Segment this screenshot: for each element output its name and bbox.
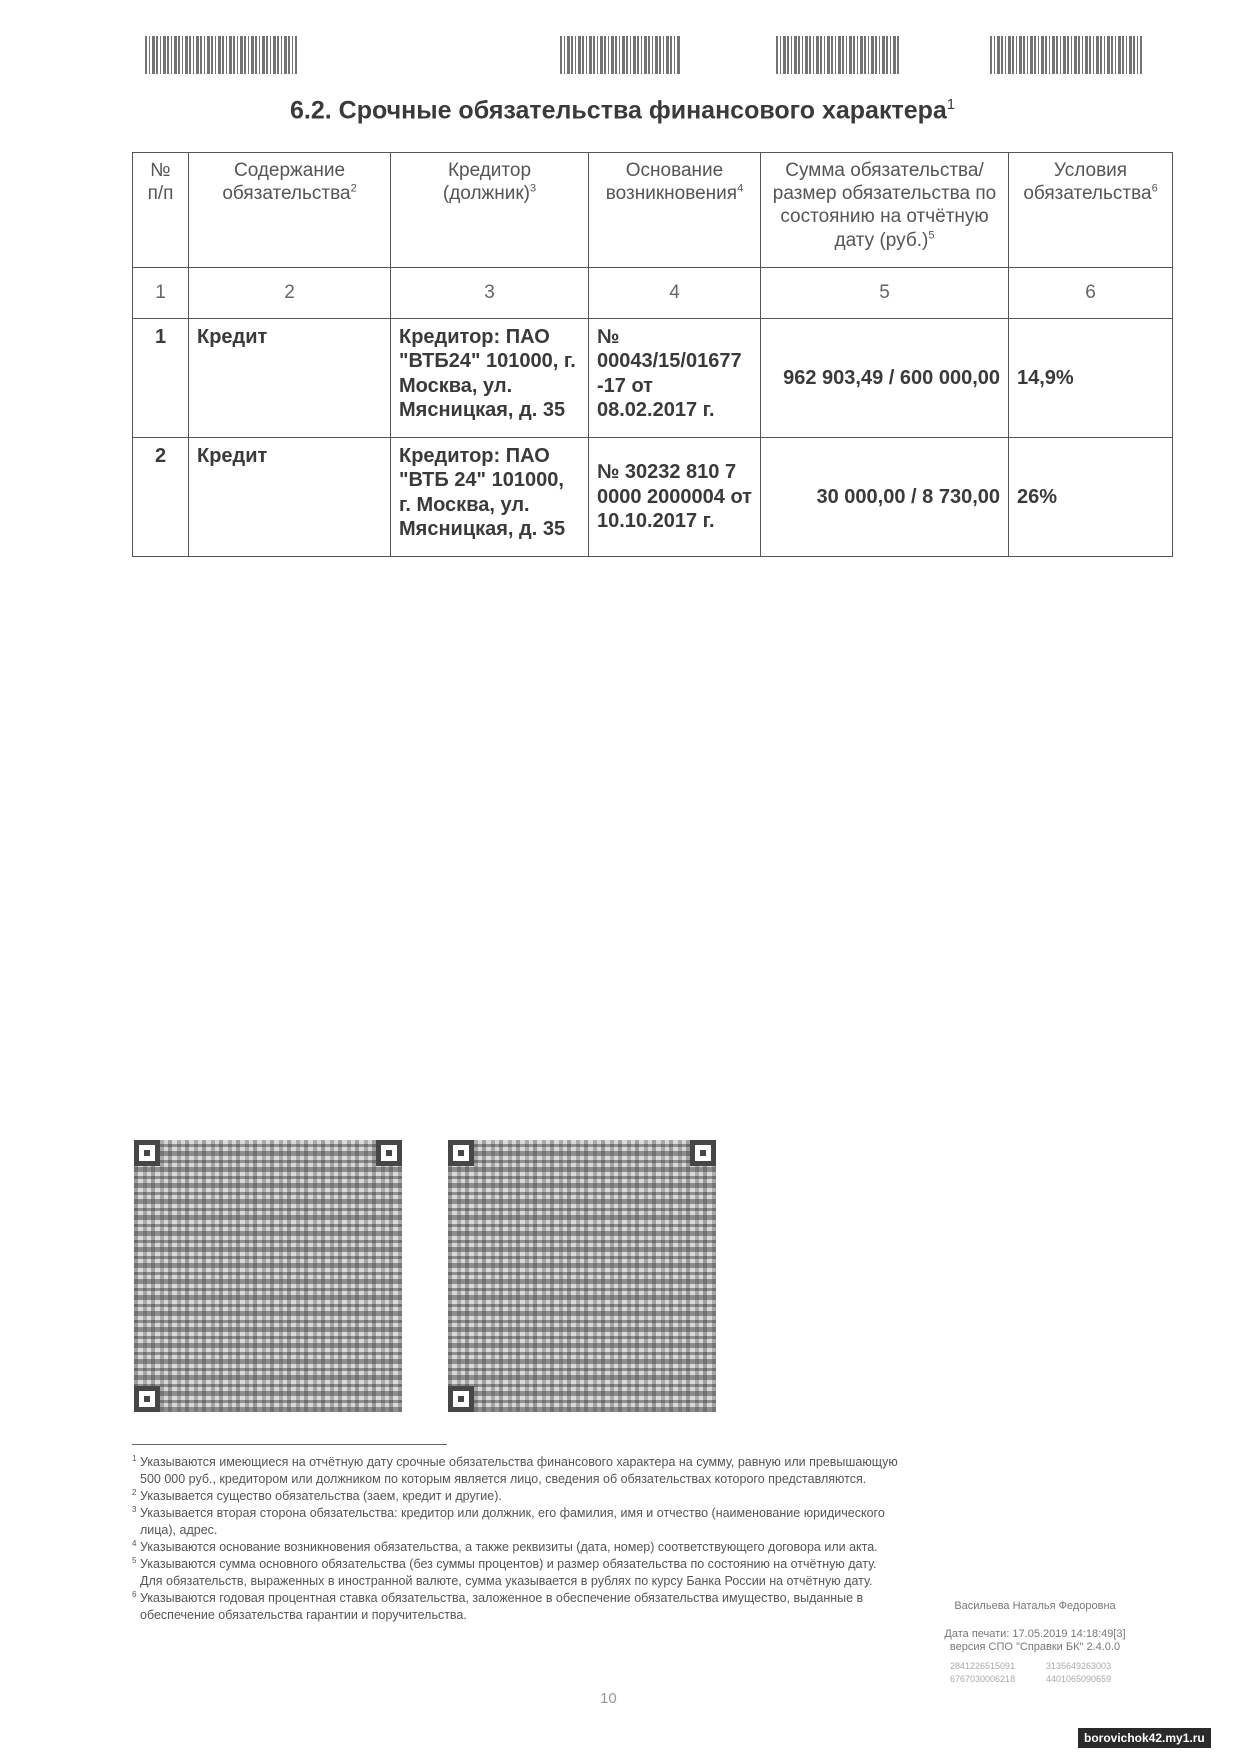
- title-footnote-ref: 1: [946, 96, 956, 113]
- row-number: 2: [133, 438, 189, 557]
- document-code: 6767030006218: [950, 1674, 1016, 1685]
- software-version: версия СПО "Справки БК" 2.4.0.0: [949, 1641, 1121, 1654]
- section-title-text: 6.2. Срочные обязательства финансового характера: [290, 96, 947, 125]
- column-number: 2: [189, 268, 391, 319]
- footnote-divider: [132, 1444, 447, 1445]
- signer-name: Васильева Наталья Федоровна: [954, 1600, 1116, 1612]
- amount-cell: 962 903,49 / 600 000,00: [761, 319, 1009, 438]
- header-cell-amount: Сумма обязательства/ размер обязательства по состоянию на отчётную дату $(руб.)^5$: [761, 153, 1009, 268]
- footnote: $^5$ Указываются сумма основного обязательства (без суммы процентов) и размер обязательства по состоянию на отчётную дату. Для обязательств, выраженных в иностранной валюте, сумма указывается в рублях по курсу Банка России на отчётную дату.: [132, 1555, 877, 1588]
- column-number: 1: [133, 268, 189, 319]
- header-cell-basis: Основание возникновения$^4$: [589, 153, 761, 268]
- header-cell-number: № п/п: [133, 153, 189, 268]
- page-number: 10: [600, 1690, 617, 1707]
- creditor-cell: Кредитор: ПАО "ВТБ24" 101000, г. Москва, ул. Мясницкая, д. 35: [391, 319, 589, 438]
- footnotes: [132, 1454, 902, 1624]
- basis-cell: № 00043/15/01677 -17 от 08.02.2017 г.: [589, 319, 761, 438]
- header-cell-content: Содержание обязательства$^2$: [189, 153, 391, 268]
- footnote: $^1$ Указываются имеющиеся на отчётную дату срочные обязательства финансового характера на сумму, равную или превышающую 500 000 руб., кредитором или должником по которым является лицо, сведения об обязательствах которого представляются.: [132, 1454, 898, 1487]
- qr-finder-pattern: [376, 1140, 402, 1166]
- column-number: 6: [1009, 268, 1173, 319]
- header-cell-creditor: Кредитор (должник)$^3$: [391, 153, 589, 268]
- print-info: [935, 1628, 1135, 1654]
- header-row: [133, 153, 1173, 268]
- basis-cell: № 30232 810 7 0000 2000004 от 10.10.2017 г.: [589, 438, 761, 557]
- footnote: $^3$ Указывается вторая сторона обязательства: кредитор или должник, его фамилия, имя и отчество (наименование юридического лица), адрес.: [132, 1504, 885, 1537]
- document-code: 4401065090659: [1046, 1674, 1112, 1685]
- column-number: 3: [391, 268, 589, 319]
- footnote: $^4$ Указываются основание возникновения обязательства, а также реквизиты (дата, номер) соответствующего договора или акта.: [132, 1538, 878, 1554]
- header-cell-conditions: Условия обязательства$^6$: [1009, 153, 1173, 268]
- obligation-content: Кредит: [189, 319, 391, 438]
- table-row: [133, 319, 1173, 438]
- obligation-content: Кредит: [189, 438, 391, 557]
- column-number: 4: [589, 268, 761, 319]
- creditor-cell: Кредитор: ПАО "ВТБ 24" 101000, г. Москва, ул. Мясницкая, д. 35: [391, 438, 589, 557]
- column-number: 5: [761, 268, 1009, 319]
- qr-finder-pattern: [448, 1386, 474, 1412]
- row-number: 1: [133, 319, 189, 438]
- obligations-table: [132, 152, 1173, 557]
- qr-code: [448, 1140, 716, 1412]
- amount-cell: 30 000,00 / 8 730,00: [761, 438, 1009, 557]
- footnote: $^2$ Указывается существо обязательства (заем, кредит и другие).: [132, 1487, 502, 1504]
- qr-finder-pattern: [134, 1386, 160, 1412]
- barcode: [776, 36, 900, 74]
- table-row: [133, 438, 1173, 557]
- watermark: borovichok42.my1.ru: [1078, 1728, 1211, 1748]
- barcode: [990, 36, 1142, 74]
- barcode: [145, 36, 297, 74]
- qr-finder-pattern: [448, 1140, 474, 1166]
- document-code: 2841226515091: [950, 1661, 1016, 1671]
- qr-finder-pattern: [690, 1140, 716, 1166]
- conditions-cell: 14,9%: [1009, 319, 1173, 438]
- column-number-row: [133, 268, 1173, 319]
- footnote: $^6$ Указываются годовая процентная ставка обязательства, заложенное в обеспечение обязательства имущество, выданные в обеспечение обязательства гарантии и поручительства.: [132, 1589, 864, 1622]
- conditions-cell: 26%: [1009, 438, 1173, 557]
- document-codes: [950, 1660, 1150, 1686]
- qr-finder-pattern: [134, 1140, 160, 1166]
- print-date: Дата печати: 17.05.2019 14:18:49[3]: [944, 1628, 1126, 1640]
- barcode: [560, 36, 680, 74]
- qr-code: [134, 1140, 402, 1412]
- section-title: [290, 96, 1010, 125]
- document-code: 3135649263003: [1046, 1661, 1112, 1671]
